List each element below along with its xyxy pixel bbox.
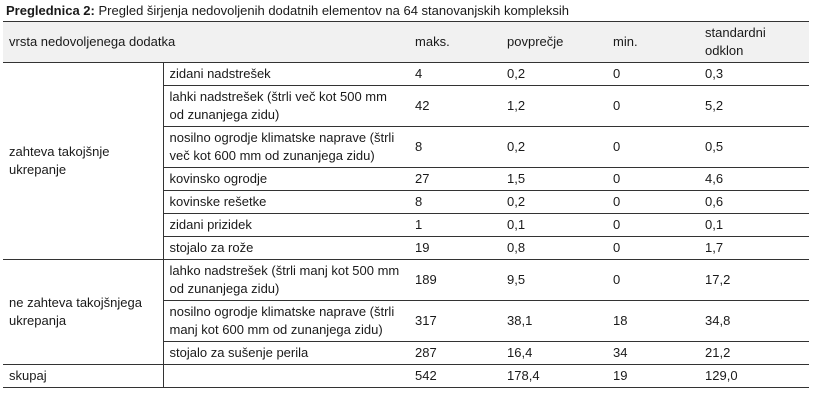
cell-min: 0 xyxy=(607,214,699,237)
cell-min: 0 xyxy=(607,237,699,260)
group-label: zahteva takojšnje ukrepanje xyxy=(3,63,163,260)
header-max: maks. xyxy=(409,22,501,63)
cell-min: 34 xyxy=(613,345,628,360)
table-row xyxy=(3,63,809,86)
header-avg: povprečje xyxy=(501,22,607,63)
cell-std: 1,7 xyxy=(699,237,809,260)
cell-min: 0 xyxy=(607,86,699,127)
cell-avg: 1,5 xyxy=(501,168,607,191)
header-min: min. xyxy=(607,22,699,63)
cell-max: 42 xyxy=(409,86,501,127)
item-label: stojalo za rože xyxy=(163,237,409,260)
table-row xyxy=(3,260,809,301)
cell-avg: 0,2 xyxy=(501,63,607,86)
cell-max: 4 xyxy=(409,63,501,86)
header-std: standardni odklon xyxy=(699,22,809,63)
item-label: lahki nadstrešek (štrli več kot 500 mm od zunanjega zidu) xyxy=(163,86,409,127)
total-min: 19 xyxy=(607,365,699,388)
cell-std: 0,5 xyxy=(699,127,809,168)
cell-std: 0,3 xyxy=(699,63,809,86)
cell-max: 27 xyxy=(409,168,501,191)
cell-avg: 38,1 xyxy=(501,301,607,342)
header-row xyxy=(3,22,809,63)
cell-max: 287 xyxy=(415,345,437,360)
cell-min: 0 xyxy=(607,127,699,168)
cell-max: 8 xyxy=(409,127,501,168)
cell-std: 5,2 xyxy=(699,86,809,127)
cell-avg: 1,2 xyxy=(501,86,607,127)
item-label: nosilno ogrodje klimatske naprave (štrli manj kot 600 mm od zunanjega zidu) xyxy=(163,301,409,342)
cell-std: 4,6 xyxy=(699,168,809,191)
cell-max: 8 xyxy=(409,191,501,214)
cell-std: 0,6 xyxy=(699,191,809,214)
cell-min: 0 xyxy=(607,260,699,301)
cell-avg: 0,8 xyxy=(501,237,607,260)
caption-text: Pregled širjenja nedovoljenih dodatnih elementov na 64 stanovanjskih kompleksih xyxy=(98,3,569,18)
cell-std: 21,2 xyxy=(705,345,731,360)
cell-avg: 16,4 xyxy=(507,345,533,360)
group-label: ne zahteva takojšnjega ukrepanja xyxy=(9,295,142,328)
table-caption xyxy=(6,3,569,19)
total-row xyxy=(3,365,809,388)
cell-std: 34,8 xyxy=(699,301,809,342)
item-label: nosilno ogrodje klimatske naprave (štrli več kot 600 mm od zunanjega zidu) xyxy=(163,127,409,168)
header-type: vrsta nedovoljenega dodatka xyxy=(3,22,409,63)
cell-max: 19 xyxy=(409,237,501,260)
cell-std: 17,2 xyxy=(699,260,809,301)
cell-max: 1 xyxy=(409,214,501,237)
cell-min: 18 xyxy=(607,301,699,342)
cell-avg: 9,5 xyxy=(501,260,607,301)
item-label: stojalo za sušenje perila xyxy=(163,342,409,365)
item-label: kovinske rešetke xyxy=(163,191,409,214)
item-label: kovinsko ogrodje xyxy=(163,168,409,191)
total-avg: 178,4 xyxy=(501,365,607,388)
cell-min: 0 xyxy=(607,168,699,191)
caption-label: Preglednica 2: xyxy=(6,3,95,18)
cell-min: 0 xyxy=(607,63,699,86)
cell-std: 0,1 xyxy=(699,214,809,237)
item-label: zidani nadstrešek xyxy=(163,63,409,86)
total-std: 129,0 xyxy=(699,365,809,388)
cell-avg: 0,2 xyxy=(501,127,607,168)
item-label: lahko nadstrešek (štrli manj kot 500 mm od zunanjega zidu) xyxy=(163,260,409,301)
total-max: 542 xyxy=(409,365,501,388)
statistics-table xyxy=(3,21,809,388)
cell-min: 0 xyxy=(607,191,699,214)
cell-avg: 0,1 xyxy=(501,214,607,237)
cell-avg: 0,2 xyxy=(501,191,607,214)
total-label: skupaj xyxy=(3,365,163,388)
cell-max: 317 xyxy=(409,301,501,342)
total-empty xyxy=(163,365,409,388)
cell-max: 189 xyxy=(409,260,501,301)
item-label: zidani prizidek xyxy=(163,214,409,237)
